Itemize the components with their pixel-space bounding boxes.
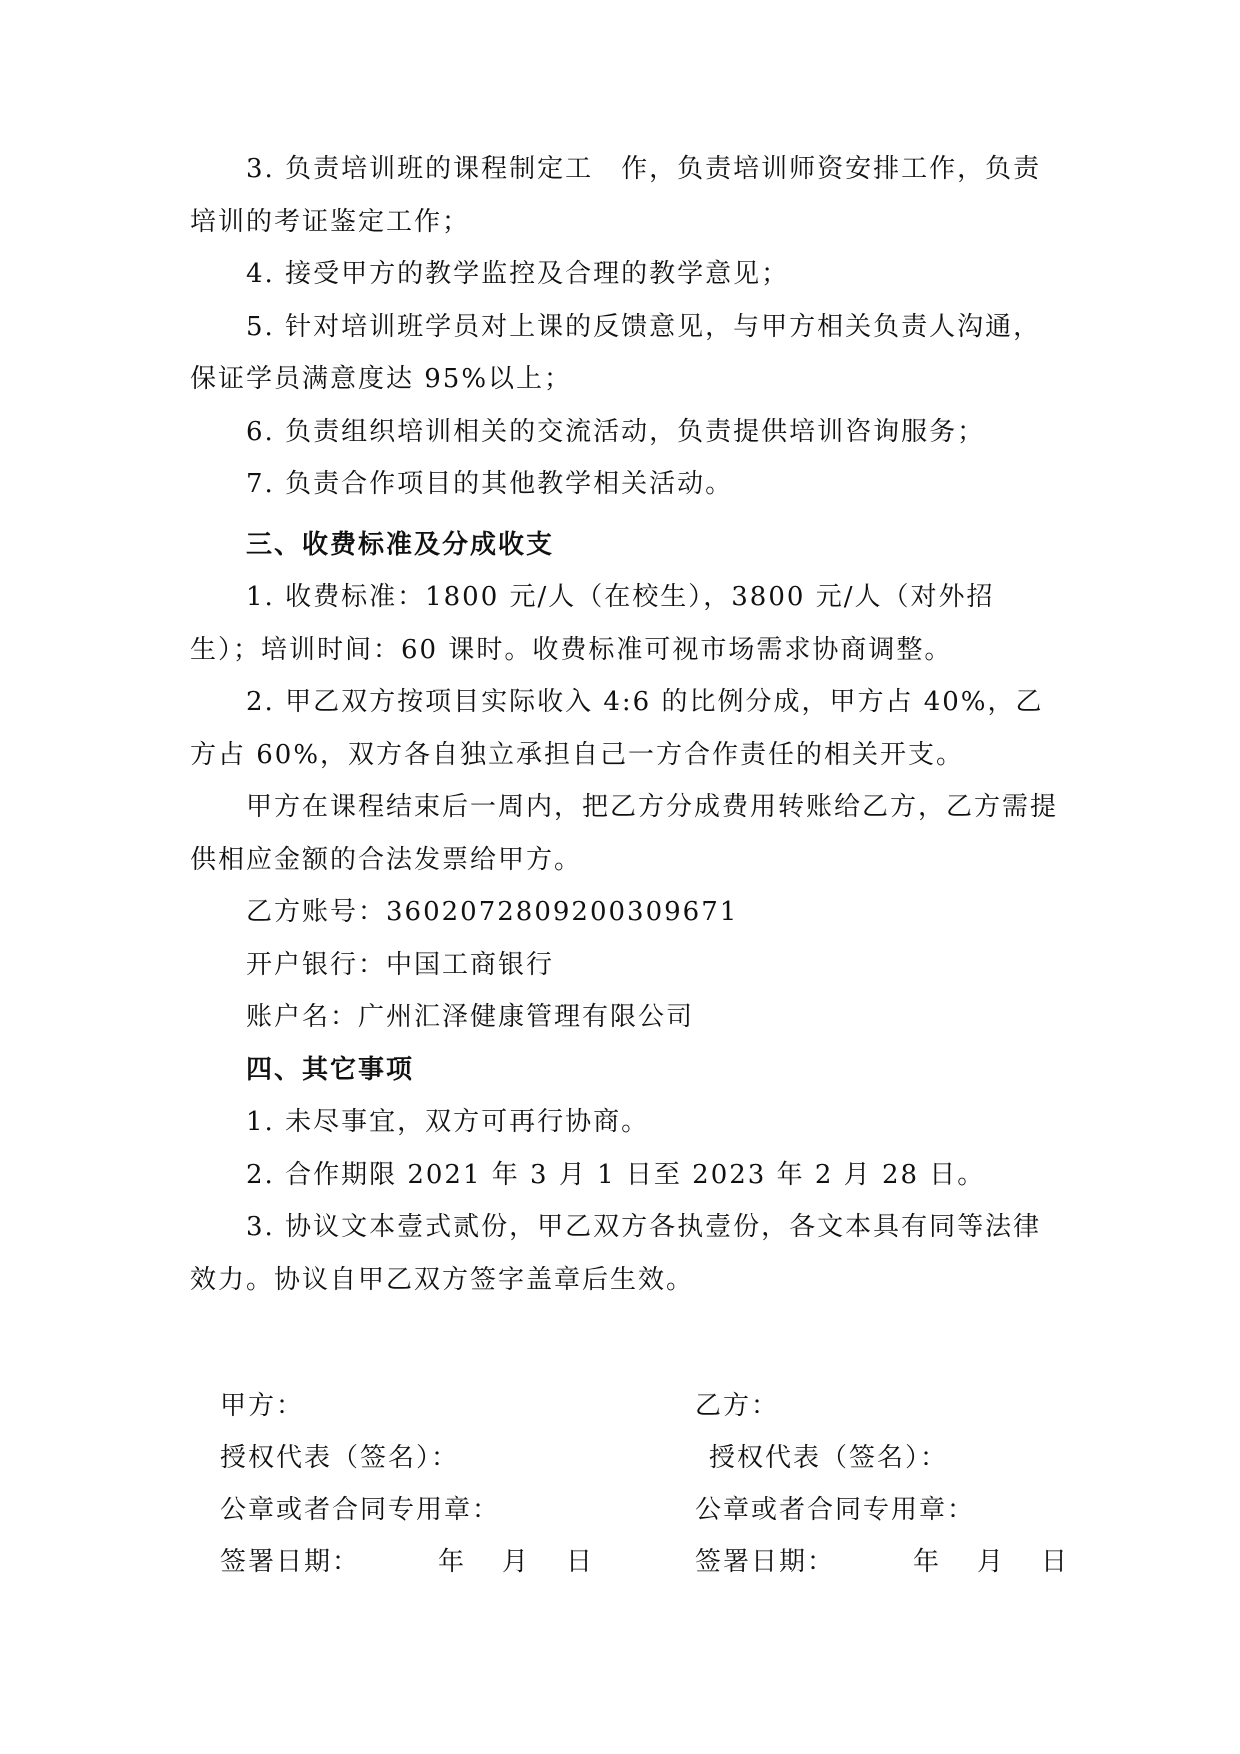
party-a-date-label: 签署日期： (220, 1547, 361, 1577)
party-b-date-label: 签署日期： (695, 1547, 836, 1577)
party-b-month-label: 月 (977, 1547, 1006, 1577)
party-a-date-line (220, 1536, 640, 1588)
party-a-label: 甲方： (220, 1391, 305, 1421)
party-a-month-label: 月 (502, 1547, 531, 1577)
party-a-rep-label: 授权代表（签名）： (220, 1443, 460, 1473)
other-matters: 1. 未尽事宜，双方可再行协商。 (246, 1107, 650, 1137)
party-b-year-label: 年 (913, 1547, 942, 1577)
bank-name: 开户银行：中国工商银行 (246, 949, 555, 980)
item-5-feedback: 5. 针对培训班学员对上课的反馈意见，与甲方相关负责人沟通，保证学员满意度达 95%以上； (190, 311, 1042, 394)
party-a-day-label: 日 (566, 1547, 595, 1577)
account-name: 账户名：广州汇泽健康管理有限公司 (246, 1002, 695, 1032)
account-number: 乙方账号：3602072809200309671 (246, 897, 739, 927)
transfer-terms: 甲方在课程结束后一周内，把乙方分成费用转账给乙方，乙方需提供相应金额的合法发票给甲方。 (190, 792, 1059, 875)
item-3-course-schedule: 3. 负责培训班的课程制定工 作，负责培训师资安排工作，负责培训的考证鉴定工作； (190, 154, 1042, 237)
party-b-day-label: 日 (1041, 1547, 1070, 1577)
party-b-label: 乙方： (695, 1391, 780, 1421)
section-3-heading: 三、收费标准及分成收支 (246, 529, 555, 560)
party-b-rep-label: 授权代表（签名）： (709, 1443, 949, 1473)
cooperation-term: 2. 合作期限 2021 年 3 月 1 日至 2023 年 2 月 28 日。 (246, 1159, 986, 1190)
fee-standard: 1. 收费标准：1800 元/人（在校生），3800 元/人（对外招生）；培训时间：60 课时。收费标准可视市场需求协商调整。 (190, 582, 995, 665)
item-7-other: 7. 负责合作项目的其他教学相关活动。 (246, 469, 734, 499)
agreement-body (190, 143, 1060, 1306)
party-b-date-line (695, 1536, 1115, 1588)
section-4-heading: 四、其它事项 (246, 1054, 415, 1085)
copies-validity: 3. 协议文本壹式贰份，甲乙双方各执壹份，各文本具有同等法律效力。协议自甲乙双方签字盖章后生效。 (190, 1212, 1042, 1295)
item-6-activities: 6. 负责组织培训相关的交流活动，负责提供培训咨询服务； (246, 416, 986, 447)
party-a-signature-block (220, 1380, 640, 1588)
revenue-split: 2. 甲乙双方按项目实际收入 4:6 的比例分成，甲方占 40%，乙方占 60%，双方各自独立承担自己一方合作责任的相关开支。 (190, 687, 1044, 770)
party-a-year-label: 年 (438, 1547, 467, 1577)
party-b-seal-label: 公章或者合同专用章： (695, 1495, 976, 1525)
party-b-signature-block (695, 1380, 1115, 1588)
party-a-seal-label: 公章或者合同专用章： (220, 1495, 501, 1525)
item-4-teaching-monitor: 4. 接受甲方的教学监控及合理的教学意见； (246, 259, 790, 289)
